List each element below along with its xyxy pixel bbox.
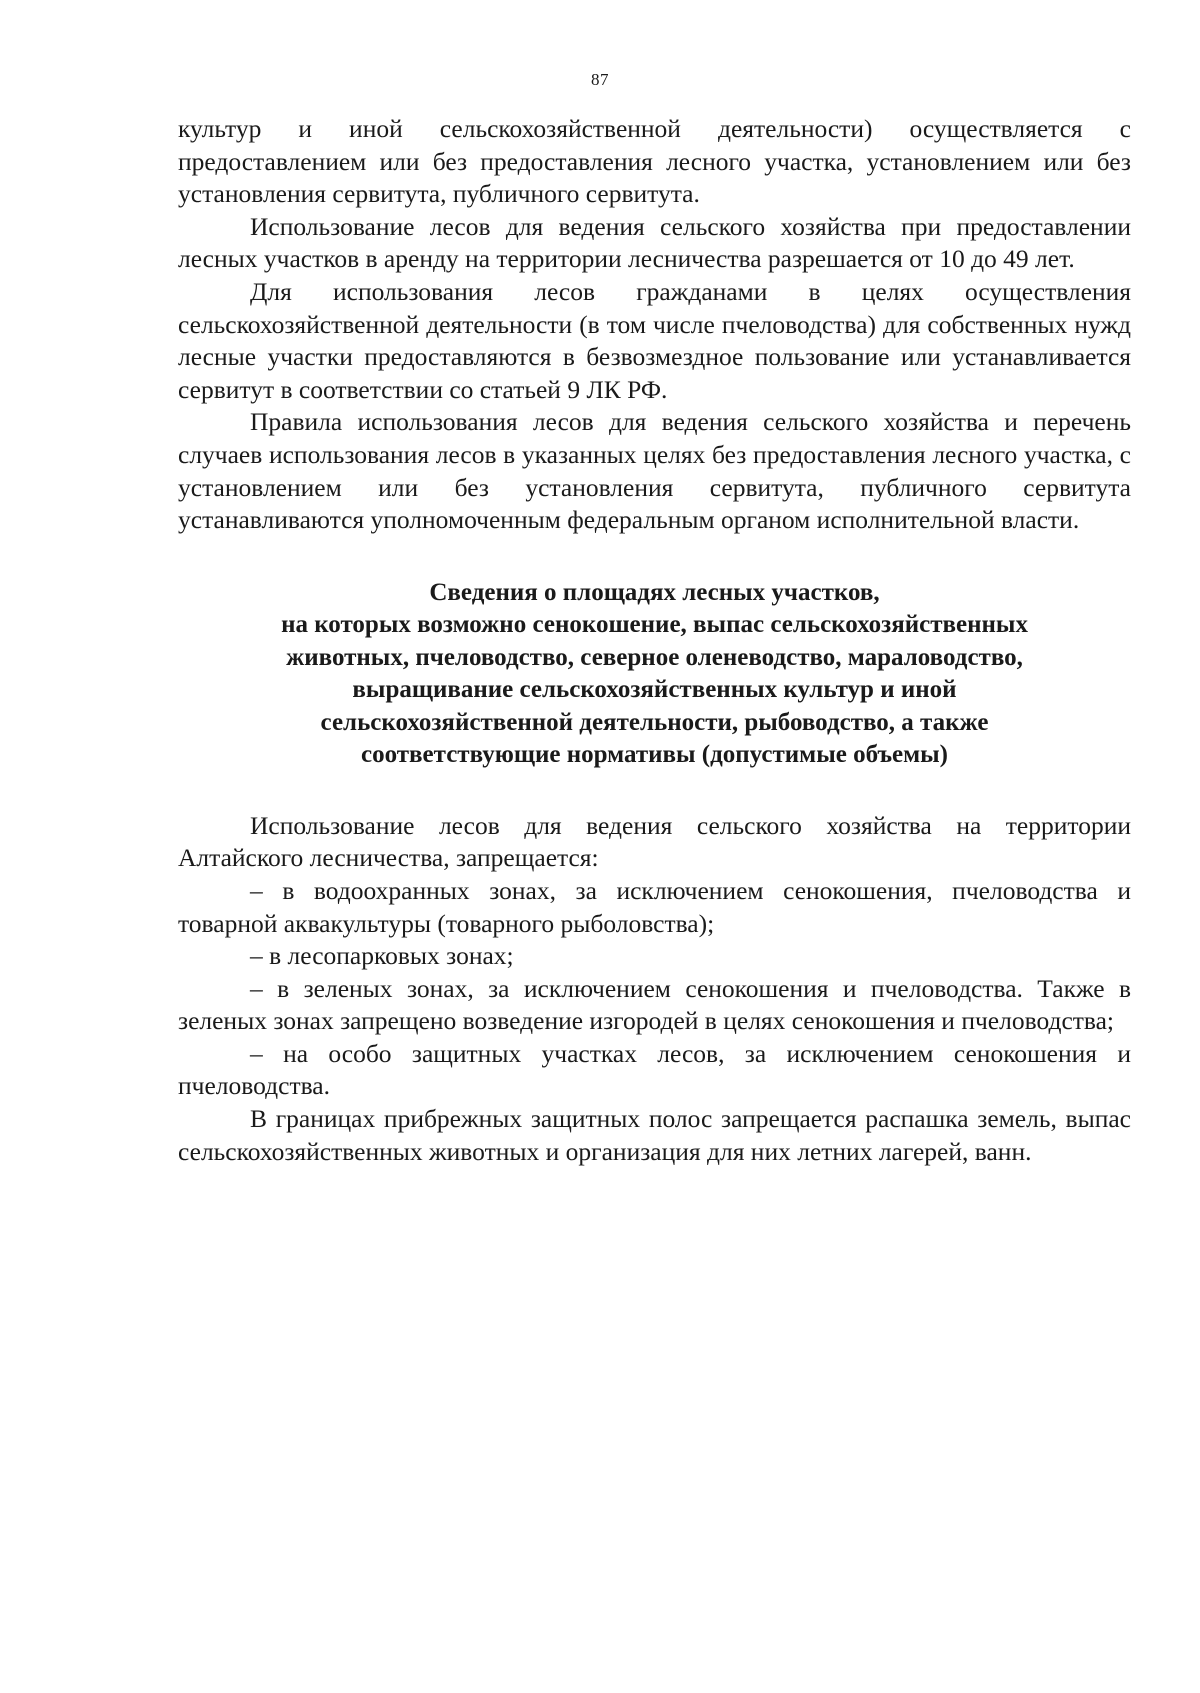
section-heading-line: Сведения о площадях лесных участков, [429, 578, 880, 606]
intro-paragraph-citizens-use: Для использования лесов гражданами в целях осуществления сельскохозяйственной деятельности (в том числе пчеловодства) для собственных нужд лесные участки предоставляются в безвозмездное пользование или устанавливается сервитут в соответствии со статьей 9 ЛК РФ. [178, 276, 1131, 404]
restriction-item-protective-areas: – на особо защитных участках лесов, за исключением сенокошения и пчеловодства. [178, 1038, 1131, 1101]
restriction-item-green-zones: – в зеленых зонах, за исключением сенокошения и пчеловодства. Также в зеленых зонах запрещено возведение изгородей в целях сенокошения и пчеловодства; [178, 973, 1131, 1036]
section-heading-line: соответствующие нормативы (допустимые объемы) [360, 741, 948, 769]
restriction-item-forest-park: – в лесопарковых зонах; [250, 941, 514, 971]
section-heading [178, 577, 1131, 772]
intro-paragraph-lease-term: Использование лесов для ведения сельского хозяйства при предоставлении лесных участков в аренду на территории лесничества разрешается от 10 до 49 лет. [178, 211, 1131, 274]
section-heading-line: на которых возможно сенокошение, выпас сельскохозяйственных [281, 611, 1028, 639]
section-heading-line: выращивание сельскохозяйственных культур и иной [352, 676, 957, 704]
document-body [178, 113, 1131, 1168]
closing-paragraph: В границах прибрежных защитных полос запрещается распашка земель, выпас сельскохозяйственных животных и организация для них летних лагерей, ванн. [178, 1104, 1131, 1166]
page-number: 87 [591, 70, 609, 89]
section-heading-line: сельскохозяйственной деятельности, рыбоводство, а также [320, 708, 989, 736]
intro-paragraph-continuation: культур и иной сельскохозяйственной деятельности) осуществляется с предоставлением или без предоставления лесного участка, установлением или без установления сервитута, публичного сервитута. [178, 114, 1131, 209]
section-heading-line: животных, пчеловодство, северное оленеводство, мараловодство, [286, 643, 1023, 671]
section-lead-paragraph: Использование лесов для ведения сельского хозяйства на территории Алтайского лесничества, запрещается: [178, 810, 1131, 873]
restriction-item-water-protection: – в водоохранных зонах, за исключением сенокошения, пчеловодства и товарной аквакультуры (товарного рыболовства); [178, 875, 1131, 938]
intro-paragraph-rules: Правила использования лесов для ведения сельского хозяйства и перечень случаев использования лесов в указанных целях без предоставления лесного участка, с установлением или без установления сервитута, публичного сервитута устанавливаются уполномоченным федеральным органом исполнительной власти. [178, 407, 1131, 535]
